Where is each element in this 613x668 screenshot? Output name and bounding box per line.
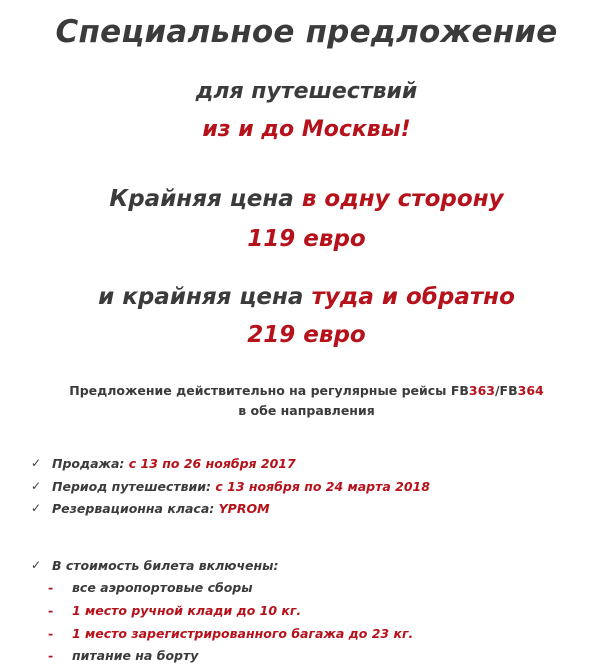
- return-prefix: и крайняя цена: [98, 284, 304, 310]
- oneway-prefix: Крайняя цена: [109, 186, 294, 212]
- return-highlight: туда и обратно: [311, 284, 515, 310]
- condition-value: YPROM: [218, 501, 270, 516]
- oneway-line: [0, 186, 613, 212]
- dash-bullet: -: [48, 603, 54, 618]
- condition-label: Резервационна класа:: [52, 501, 215, 516]
- oneway-price: 119 евро: [247, 226, 366, 252]
- oneway-highlight: в одну сторону: [301, 186, 504, 212]
- included-heading: В стоимость билета включены:: [52, 558, 279, 573]
- included-item-text: 1 место зарегистрированного багажа до 23 кг.: [72, 626, 414, 641]
- condition-value: с 13 ноября по 24 марта 2018: [215, 479, 430, 494]
- return-price: 219 евро: [247, 322, 366, 348]
- condition-label: Период путешествии:: [52, 479, 212, 494]
- included-item-text: 1 место ручной клади до 10 кг.: [72, 603, 302, 618]
- dash-bullet: -: [48, 648, 54, 663]
- included-item-text: питание на борту: [72, 648, 199, 663]
- return-line: [0, 284, 613, 310]
- offer-subtitle: для путешествий: [195, 79, 418, 104]
- checkmark-icon: ✓: [31, 456, 42, 470]
- validity-flights: [0, 383, 613, 398]
- checkmark-icon: ✓: [31, 558, 42, 572]
- included-item-text: все аэропортовые сборы: [72, 580, 253, 595]
- offer-route: из и до Москвы!: [202, 117, 411, 142]
- flight-number-1: 363: [468, 383, 495, 398]
- condition-value: с 13 по 26 ноября 2017: [128, 456, 296, 471]
- flight-number-2: 364: [517, 383, 544, 398]
- validity-directions: в обе направления: [238, 403, 375, 418]
- dash-bullet: -: [48, 580, 54, 595]
- checkmark-icon: ✓: [31, 501, 42, 515]
- checkmark-icon: ✓: [31, 479, 42, 493]
- offer-title: Специальное предложение: [55, 14, 558, 50]
- validity-prefix: Предложение действительно на регулярные рейсы FB: [69, 383, 469, 398]
- dash-bullet: -: [48, 626, 54, 641]
- condition-label: Продажа:: [52, 456, 125, 471]
- flight-separator: /FB: [494, 383, 518, 398]
